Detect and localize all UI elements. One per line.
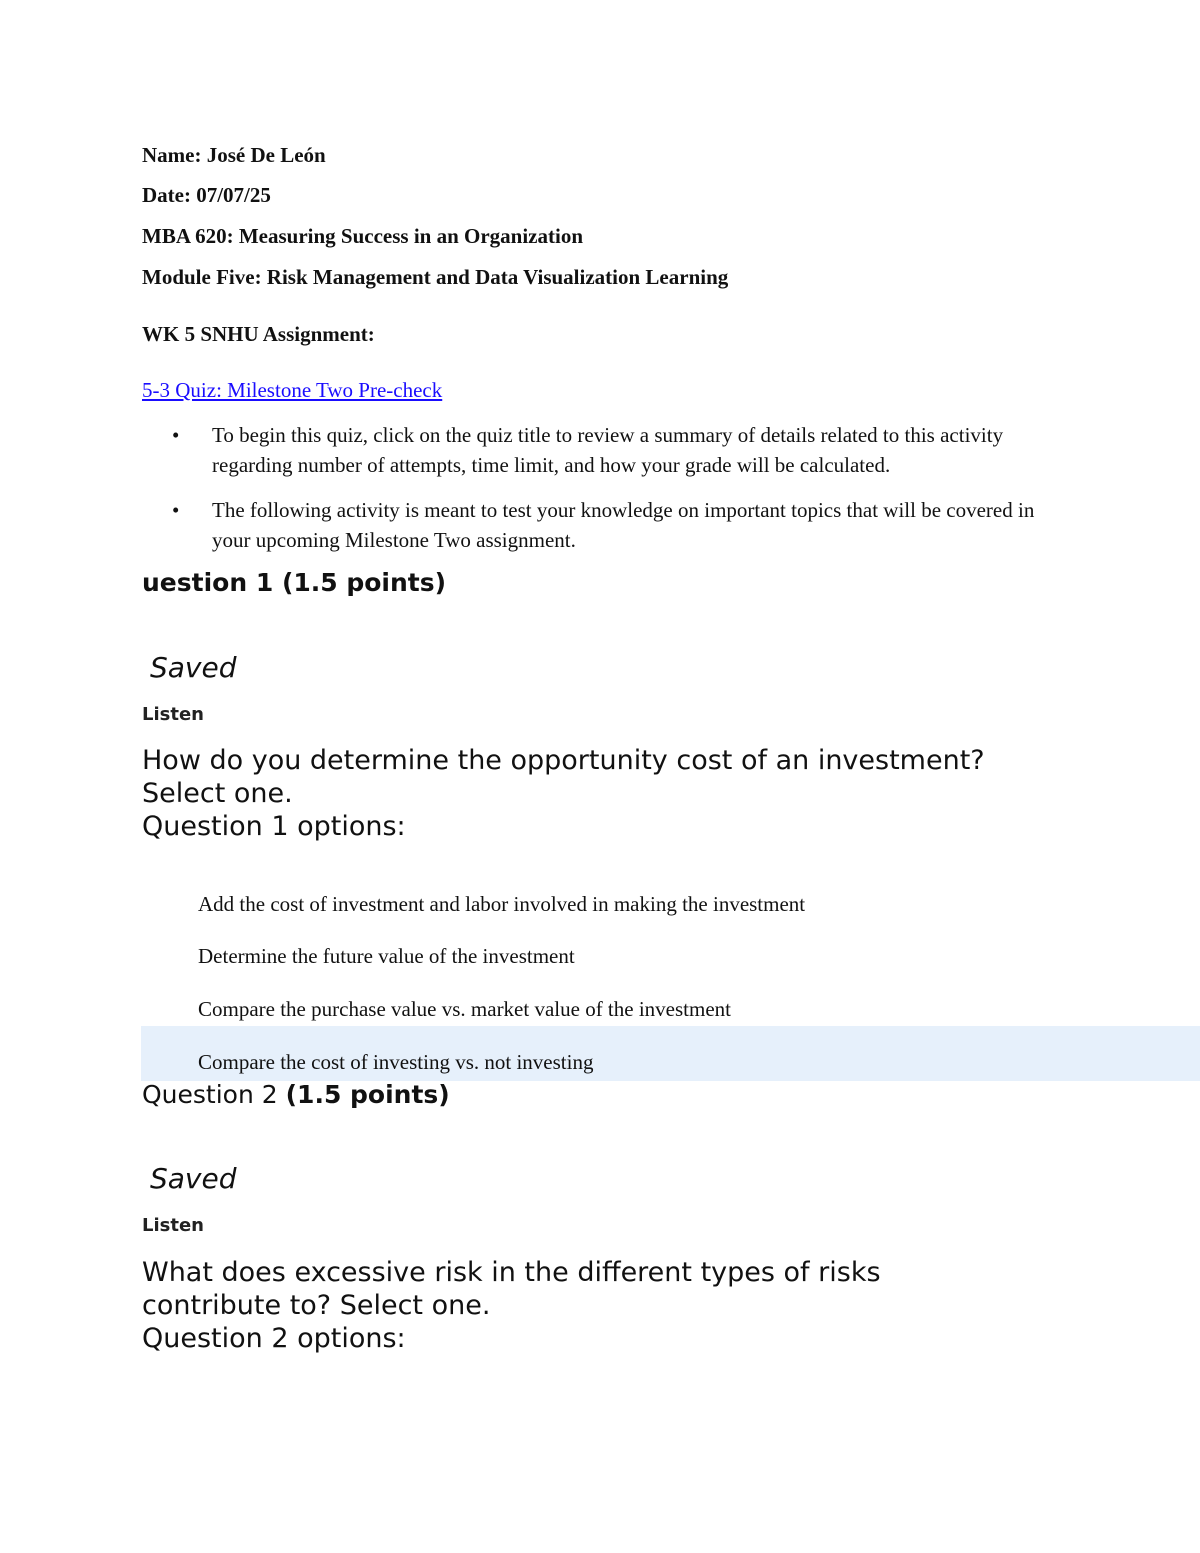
question-2-prompt bbox=[142, 1256, 1142, 1355]
question-2-title: Question 2 bbox=[142, 1080, 286, 1109]
question-1-heading bbox=[142, 568, 446, 597]
list-item bbox=[142, 420, 1072, 480]
question-1-option-1[interactable]: Add the cost of investment and labor involved in making the investment bbox=[198, 892, 806, 916]
question-1-option-3[interactable]: Compare the purchase value vs. market value of the investment bbox=[198, 997, 731, 1021]
assignment-heading: WK 5 SNHU Assignment: bbox=[142, 322, 375, 346]
question-1-options-label: Question 1 options: bbox=[142, 811, 406, 842]
question-1-saved-status: Saved bbox=[150, 651, 237, 684]
question-1-prompt-line-1: How do you determine the opportunity cost of an investment? bbox=[142, 745, 985, 776]
bullet-icon: • bbox=[172, 498, 180, 522]
bullet-icon: • bbox=[172, 423, 180, 447]
quiz-title-link[interactable]: 5-3 Quiz: Milestone Two Pre-check bbox=[142, 378, 443, 402]
question-1-option-4[interactable]: Compare the cost of investing vs. not investing bbox=[198, 1050, 594, 1074]
question-1-prompt-line-2: Select one. bbox=[142, 778, 293, 809]
question-2-points: (1.5 points) bbox=[285, 1080, 450, 1109]
list-item bbox=[142, 495, 1072, 555]
quiz-instructions-list bbox=[142, 420, 1072, 480]
question-2-saved-status: Saved bbox=[150, 1162, 237, 1195]
assignment-date: Date: 07/07/25 bbox=[142, 183, 271, 207]
instruction-text: The following activity is meant to test your knowledge on important topics that will be covered in your upcoming Milestone Two assignment. bbox=[212, 498, 1035, 552]
question-1-points: (1.5 points) bbox=[281, 568, 447, 597]
module-title: Module Five: Risk Management and Data Visualization Learning bbox=[142, 265, 729, 289]
question-1-prompt bbox=[142, 744, 1142, 843]
question-2-heading bbox=[142, 1080, 450, 1109]
question-2-listen-button[interactable]: Listen bbox=[142, 1215, 204, 1236]
quiz-instructions-list-2 bbox=[142, 495, 1072, 555]
question-1-title: uestion 1 bbox=[142, 568, 282, 597]
course-title: MBA 620: Measuring Success in an Organization bbox=[142, 224, 584, 248]
question-2-prompt-line-1: What does excessive risk in the different types of risks bbox=[142, 1257, 881, 1288]
question-1-listen-button[interactable]: Listen bbox=[142, 704, 204, 725]
question-1-option-2[interactable]: Determine the future value of the investment bbox=[198, 944, 575, 968]
instruction-text: To begin this quiz, click on the quiz title to review a summary of details related to this activity regarding number of attempts, time limit, and how your grade will be calculated. bbox=[212, 423, 1004, 477]
question-2-prompt-line-2: contribute to? Select one. bbox=[142, 1290, 491, 1321]
question-2-options-label: Question 2 options: bbox=[142, 1323, 406, 1354]
student-name: Name: José De León bbox=[142, 143, 326, 167]
